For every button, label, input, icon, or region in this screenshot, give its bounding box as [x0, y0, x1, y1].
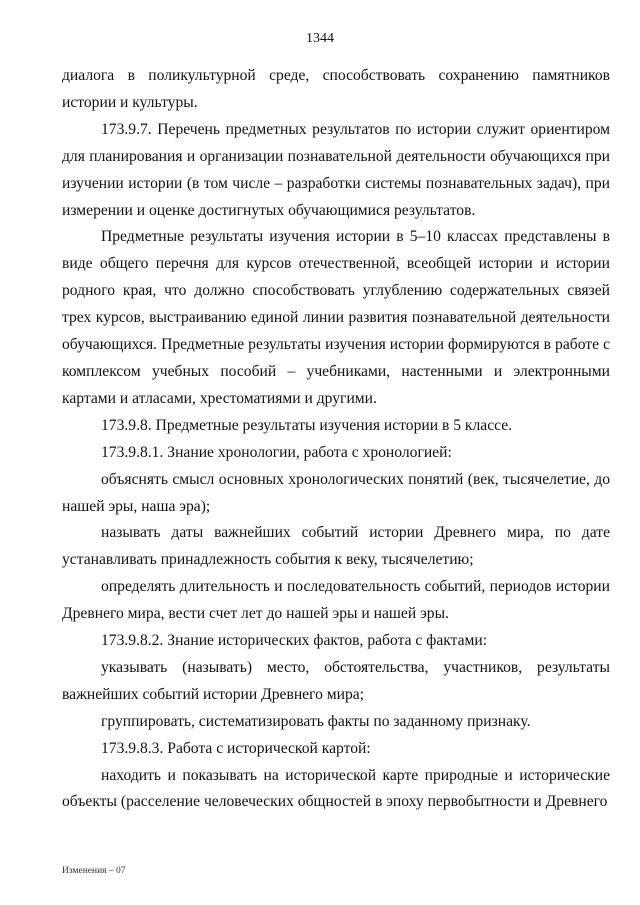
list-item-indicate-events: указывать (называть) место, обстоятельства, участников, результаты важнейших событий истории Древнего мира;: [62, 658, 610, 703]
paragraph-173-9-8-3: 173.9.8.3. Работа с исторической картой:: [101, 739, 371, 757]
page-number: 1344: [306, 31, 334, 46]
document-body: [62, 63, 610, 816]
paragraph-subject-results: Предметные результаты изучения истории в 5–10 классах представлены в виде общего перечня для курсов отечественной, всеобщей истории и истории родного края, что должно способствовать углублению содержательных связей трех курсов, выстраиванию единой линии развития познавательной деятельности обучающихся. Предметные результаты изучения истории формируются в работе с комплексом учебных пособий – учебниками, настенными и электронными картами и атласами, хрестоматиями и другими.: [62, 228, 610, 407]
list-item-group-facts: группировать, систематизировать факты по заданному признаку.: [101, 712, 531, 730]
paragraph-continuation: диалога в поликультурной среде, способствовать сохранению памятников истории и культуры.: [62, 67, 610, 111]
paragraph-173-9-7: 173.9.7. Перечень предметных результатов по истории служит ориентиром для планирования и организации познавательной деятельности обучающихся при изучении истории (в том числе – разработки системы познавательных задач), при измерении и оценке достигнутых обучающимися результатов.: [62, 120, 610, 219]
paragraph-173-9-8-2: 173.9.8.2. Знание исторических фактов, работа с фактами:: [101, 632, 488, 650]
list-item-determine-duration: определять длительность и последовательность событий, периодов истории Древнего мира, вести счет лет до нашей эры и нашей эры.: [62, 578, 610, 623]
list-item-find-on-map: находить и показывать на исторической карте природные и исторические объекты (расселение человеческих общностей в эпоху первобытности и Древнего: [62, 766, 610, 811]
paragraph-173-9-8-1: 173.9.8.1. Знание хронологии, работа с хронологией:: [101, 443, 452, 461]
list-item-explain-concepts: объяснять смысл основных хронологических понятий (век, тысячелетие, до нашей эры, наша эра);: [62, 470, 610, 515]
paragraph-173-9-8: 173.9.8. Предметные результаты изучения истории в 5 классе.: [101, 416, 513, 434]
list-item-name-dates: называть даты важнейших событий истории Древнего мира, по дате устанавливать принадлежность события к веку, тысячелетию;: [62, 524, 610, 569]
footer-revision-note: Изменения – 07: [62, 866, 126, 876]
